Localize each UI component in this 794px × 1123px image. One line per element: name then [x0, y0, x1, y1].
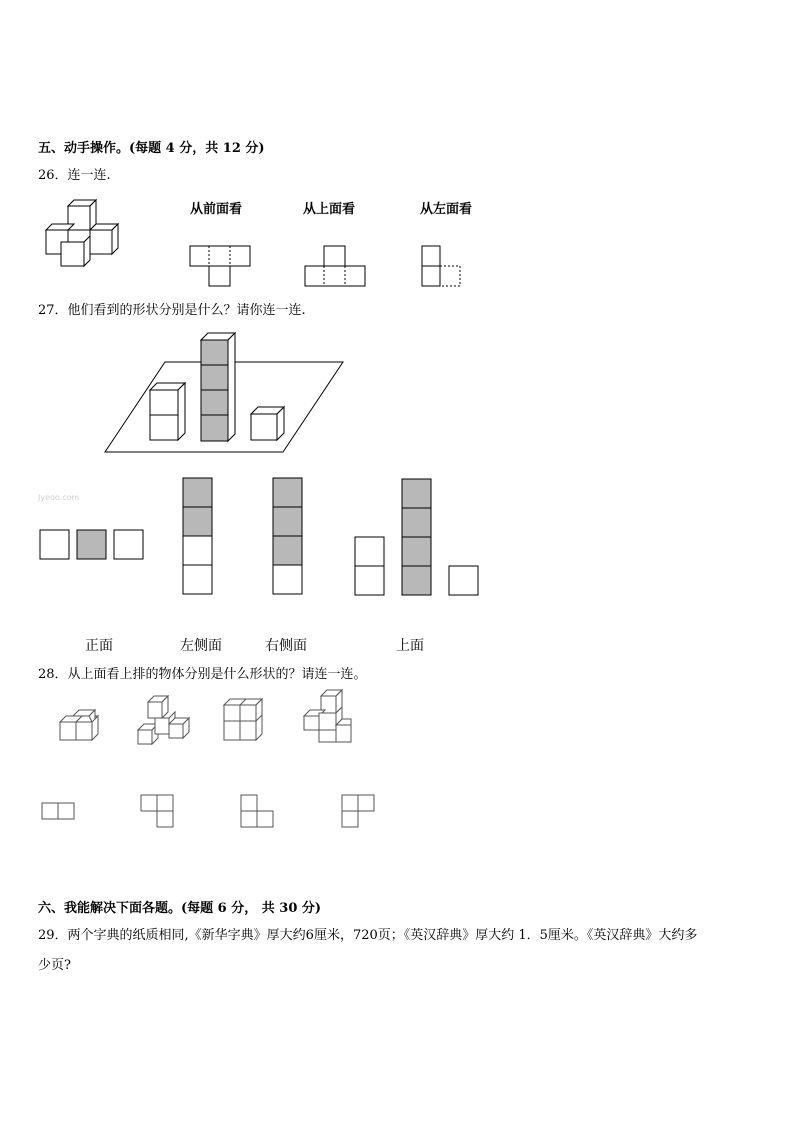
section-6-title: 六、我能解决下面各题。(每题 6 分， 共 30 分) — [38, 901, 322, 916]
q26-view-top-label: 从上面看 — [303, 202, 356, 217]
q28-object-3 — [224, 699, 262, 740]
q26-view-left-label: 从左面看 — [420, 202, 473, 217]
q28-answer-4 — [342, 795, 374, 827]
q27-prompt: 27．他们看到的形状分别是什么？请你连一连. — [38, 303, 306, 318]
q28-object-4 — [304, 690, 351, 742]
q28-answer-2 — [141, 795, 173, 827]
q29-line-1: 29．两个字典的纸质相同,《新华字典》厚大约6厘米，720页；《英汉辞典》厚大约 1．5厘米。《英汉辞典》大约多 — [38, 928, 698, 943]
q29-line-2: 少页? — [38, 958, 71, 973]
q28-prompt: 28．从上面看上排的物体分别是什么形状的？请连一连。 — [38, 667, 367, 682]
q28-object-2 — [138, 696, 189, 744]
q27-label-front: 正面 — [85, 638, 113, 654]
q26-view-front-label: 从前面看 — [190, 202, 243, 217]
q27-label-left: 左侧面 — [180, 638, 222, 654]
q27-label-top: 上面 — [396, 638, 424, 654]
q28-answer-3 — [241, 795, 273, 827]
q27-label-right: 右侧面 — [265, 638, 307, 654]
q28-answer-1 — [42, 803, 74, 819]
section-5-title: 五、动手操作。(每题 4 分，共 12 分) — [38, 141, 265, 156]
watermark: Jyeoo.com — [38, 493, 80, 502]
q28-object-1 — [60, 710, 98, 740]
q26-prompt: 26．连一连. — [38, 168, 111, 183]
